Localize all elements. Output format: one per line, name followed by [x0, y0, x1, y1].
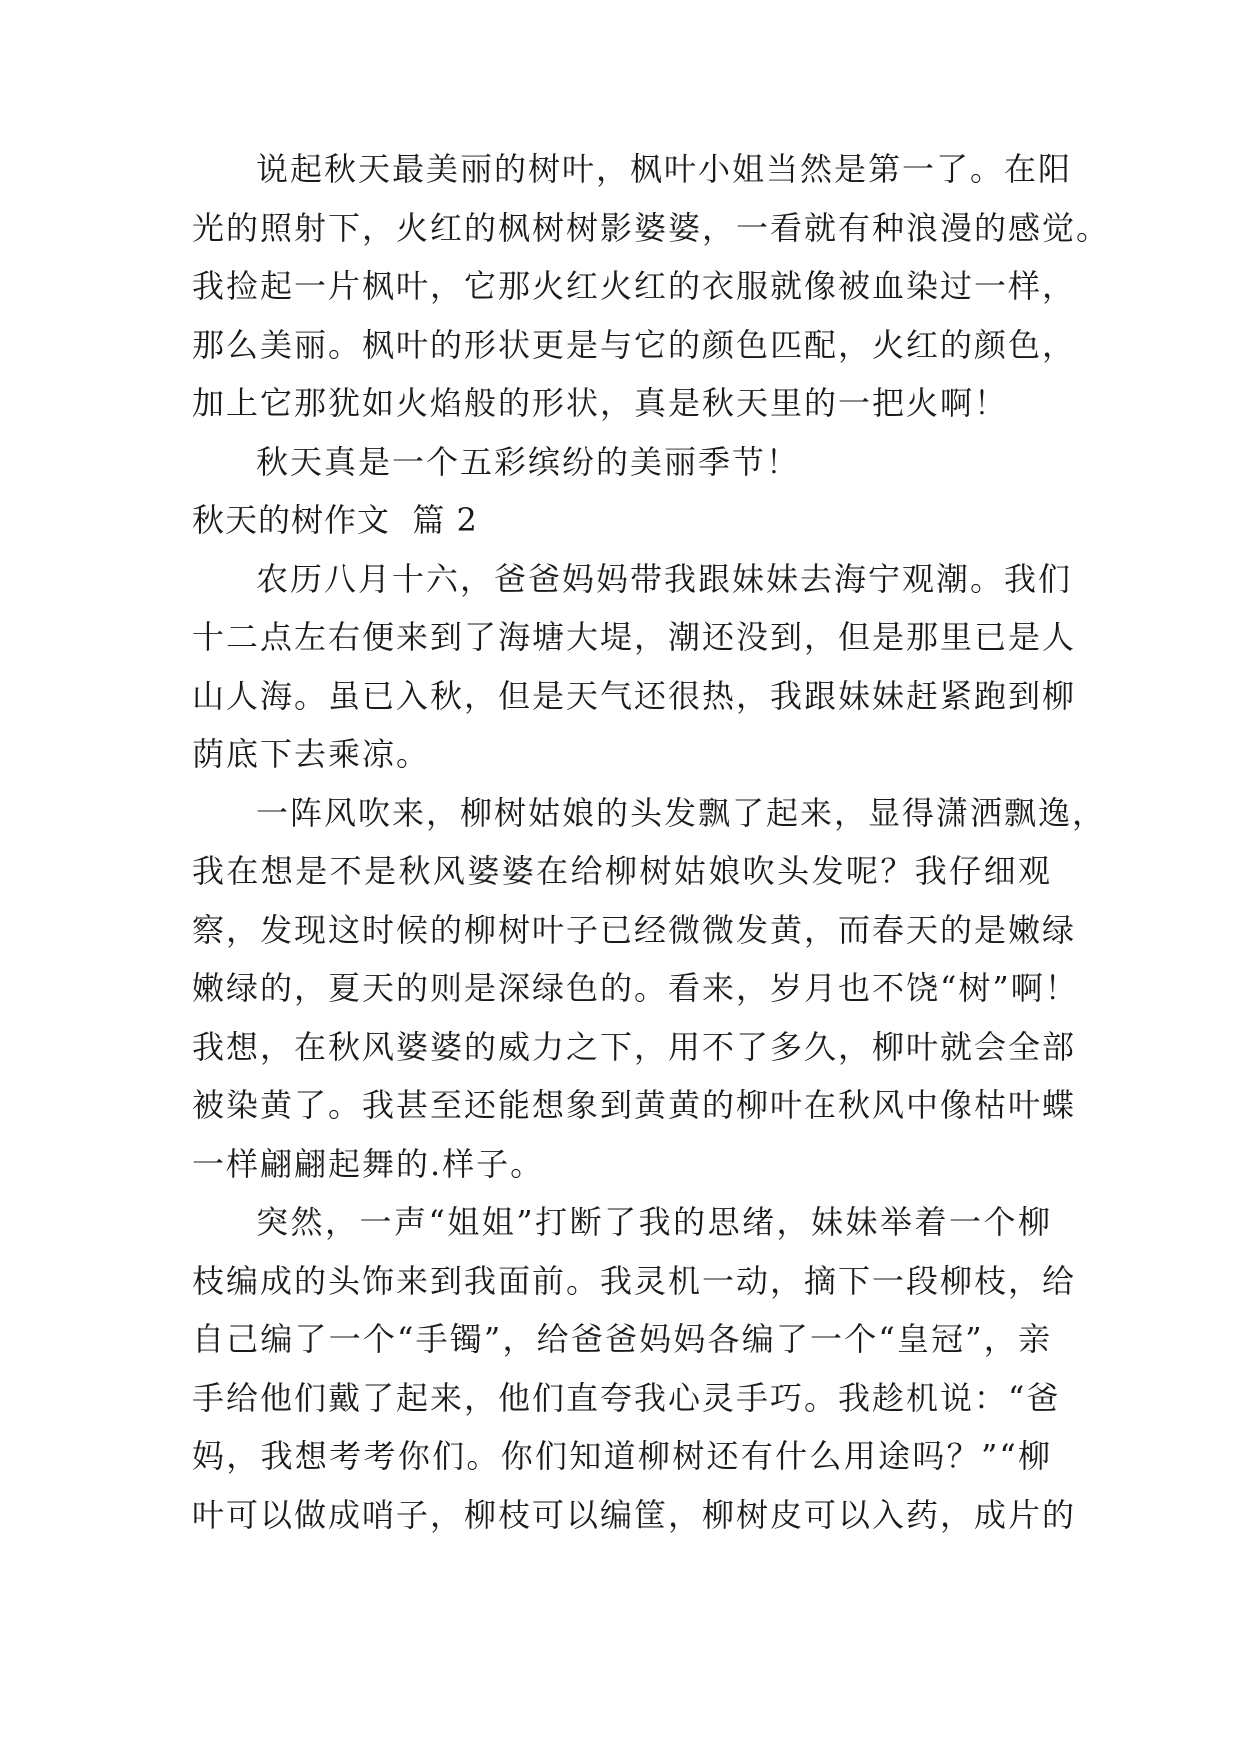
text-line: 一样翩翩起舞的.样子。	[192, 1144, 545, 1183]
text-line: 我在想是不是秋风婆婆在给柳树姑娘吹头发呢？我仔细观	[192, 852, 1052, 890]
text-line: 突然，一声“姐姐”打断了我的思绪，妹妹举着一个柳	[256, 1203, 1052, 1241]
text-line: 那么美丽。枫叶的形状更是与它的颜色匹配，火红的颜色，	[192, 325, 1077, 364]
text-line: 十二点左右便来到了海塘大堤，潮还没到，但是那里已是人	[192, 618, 1077, 656]
text-line: 叶可以做成哨子，柳枝可以编筐，柳树皮可以入药，成片的	[192, 1495, 1077, 1534]
paragraph-autumn-summary	[192, 433, 1052, 492]
text-line: 嫩绿的，夏天的则是深绿色的。看来，岁月也不饶“树”啊！	[192, 969, 1079, 1007]
text-line: 荫底下去乘凉。	[192, 735, 431, 773]
paragraph-willow-wind	[192, 784, 1107, 1194]
text-line: 自己编了一个“手镯”，给爸爸妈妈各编了一个“皇冠”，亲	[192, 1320, 1052, 1358]
text-line: 加上它那犹如火焰般的形状，真是秋天里的一把火啊！	[192, 384, 1009, 422]
paragraph-willow-crafts	[192, 1193, 1077, 1544]
document-page	[192, 140, 1111, 1544]
text-line: 我想，在秋风婆婆的威力之下，用不了多久，柳叶就会全部	[192, 1027, 1077, 1066]
text-line: 说起秋天最美丽的树叶，枫叶小姐当然是第一了。在阳	[256, 150, 1073, 188]
text-line: 手给他们戴了起来，他们直夸我心灵手巧。我趁机说：“爸	[192, 1378, 1061, 1417]
text-line: 秋天真是一个五彩缤纷的美丽季节！	[256, 442, 801, 481]
text-line: 枝编成的头饰来到我面前。我灵机一动，摘下一段柳枝，给	[192, 1261, 1077, 1300]
text-line: 我捡起一片枫叶，它那火红火红的衣服就像被血染过一样，	[192, 267, 1077, 305]
paragraph-maple-leaf	[192, 140, 1111, 433]
text-line: 山人海。虽已入秋，但是天气还很热，我跟妹妹赶紧跑到柳	[192, 676, 1077, 715]
paragraph-tide-watching	[192, 550, 1077, 784]
text-line: 一阵风吹来，柳树姑娘的头发飘了起来，显得潇洒飘逸，	[256, 793, 1107, 832]
text-line: 农历八月十六，爸爸妈妈带我跟妹妹去海宁观潮。我们	[256, 559, 1073, 598]
text-line: 妈，我想考考你们。你们知道柳树还有什么用途吗？”“柳	[192, 1437, 1052, 1475]
text-line: 察，发现这时候的柳树叶子已经微微发黄，而春天的是嫩绿	[192, 910, 1077, 949]
text-line: 光的照射下，火红的枫树树影婆婆，一看就有种浪漫的感觉。	[192, 208, 1111, 247]
section-heading: 秋天的树作文 篇 2	[192, 501, 478, 539]
text-line: 被染黄了。我甚至还能想象到黄黄的柳叶在秋风中像枯叶蝶	[192, 1086, 1077, 1124]
